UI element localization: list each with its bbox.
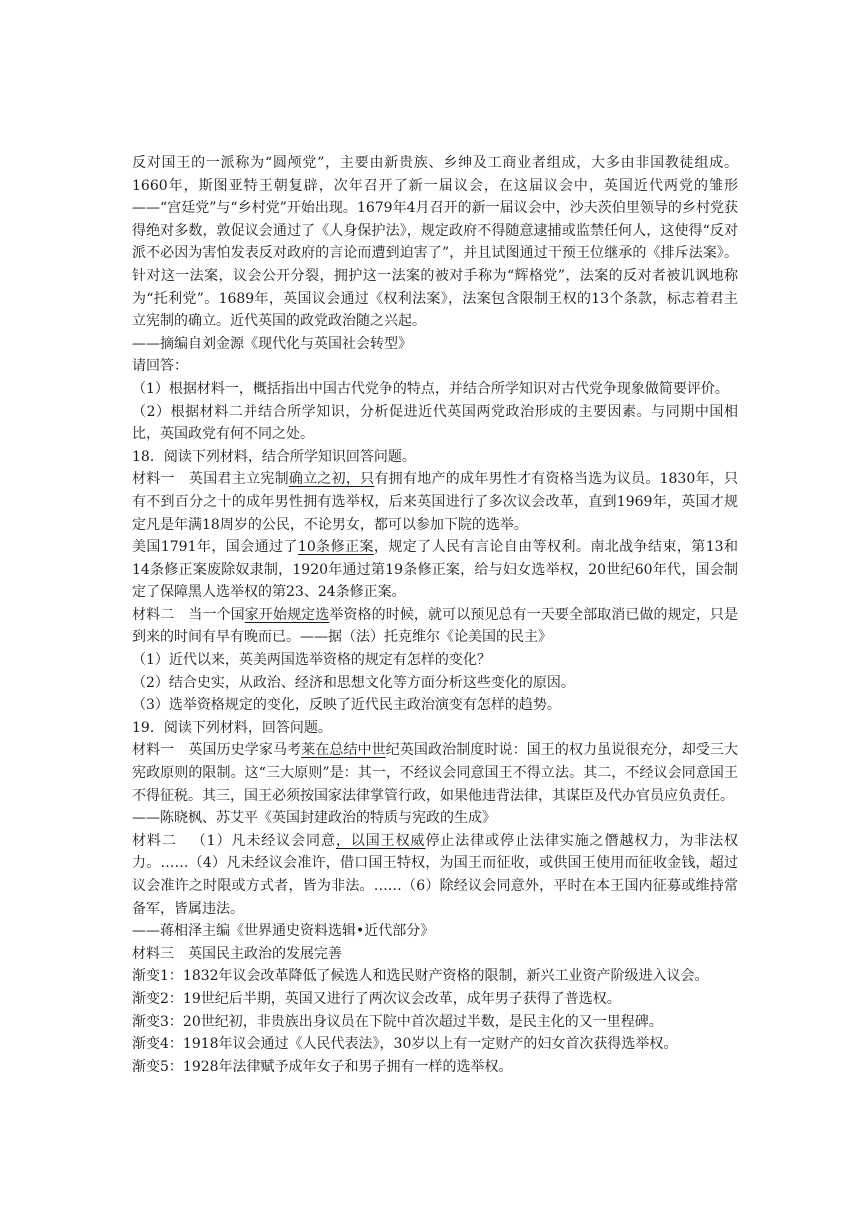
document-paragraph [132, 536, 738, 604]
paragraph-text: 渐变4：1918年议会通过《人民代表法》，30岁以上有一定财产的妇女首次获得选举权。 [132, 1036, 678, 1053]
document-paragraph [132, 649, 738, 672]
document-paragraph [132, 739, 738, 807]
paragraph-text: 材料三 [132, 945, 174, 962]
document-paragraph [132, 988, 738, 1011]
document-paragraph [132, 604, 738, 649]
document-paragraph [132, 468, 738, 536]
paragraph-text: （2）根据材料二并结合所学知识，分析促进近代英国两党政治形成的主要因素。与同期中国相比，英国政党有何不同之处。 [132, 403, 738, 443]
document-paragraph [132, 920, 738, 943]
document-paragraph [132, 152, 738, 333]
paragraph-text: 18．阅读下列材料，结合所学知识回答问题。 [132, 448, 416, 465]
document-paragraph [132, 694, 738, 717]
paragraph-text: 材料二 [132, 832, 177, 849]
document-paragraph [132, 333, 738, 356]
document-paragraph [132, 1033, 738, 1056]
paragraph-text: 当一个国 [188, 606, 245, 623]
paragraph-text: 英国历史学家马考 [188, 742, 302, 759]
paragraph-text: ——陈晓枫、苏艾平《英国封建政治的特质与宪政的生成》 [132, 810, 496, 827]
document-paragraph [132, 717, 738, 740]
paragraph-text: 材料一 [132, 742, 175, 759]
paragraph-text: （3）选举资格规定的变化，反映了近代民主政治演变有怎样的趋势。 [132, 697, 561, 714]
paragraph-text: 渐变5：1928年法律赋予成年女子和男子拥有一样的选举权。 [132, 1058, 513, 1075]
paragraph-text: 19．阅读下列材料，回答问题。 [132, 719, 332, 736]
paragraph-text: 纪英国政治制度时说：国王的权力虽说很充分，却受三大宪政原则的限制。这“三大原则”是：其一，不经议会同意国王不得立法。其二，不经议会同意国王不得征税。其三，国王必须按国家法律掌管行政，如果他违背法律，其谋臣及代办官员应负责任。 [132, 742, 739, 804]
document-paragraph [132, 446, 738, 469]
document-paragraph [132, 378, 738, 401]
paragraph-text: 渐变3：20世纪初，非贵族出身议员在下院中首次超过半数，是民主化的又一里程碑。 [132, 1013, 663, 1030]
document-paragraph [132, 830, 738, 920]
underlined-text: 家开始规定选 [244, 606, 330, 623]
paragraph-text: 英国民主政治的发展完善 [188, 945, 342, 962]
paragraph-text: （1）凡未经议会同意 [190, 832, 336, 849]
document-paragraph [132, 355, 738, 378]
underlined-text: 确立之初，只 [288, 471, 375, 488]
document-paragraph [132, 672, 738, 695]
paragraph-text: 英国君主立宪制 [188, 471, 289, 488]
paragraph-text: 材料二 [132, 606, 175, 623]
paragraph-text: 渐变2：19世纪后半期，英国又进行了两次议会改革，成年男子获得了普选权。 [132, 990, 621, 1007]
paragraph-text: 请回答： [132, 358, 188, 375]
underlined-text: 10条修正案 [297, 539, 374, 556]
document-paragraph [132, 807, 738, 830]
paragraph-text: （1）根据材料一，概括指出中国古代党争的特点，并结合所学知识对古代党争现象做简要评价。 [132, 380, 729, 397]
paragraph-text: 材料一 [132, 471, 175, 488]
paragraph-text: （2）结合史实，从政治、经济和思想文化等方面分析这些变化的原因。 [132, 674, 575, 691]
underlined-text: ，以国王权威 [335, 832, 426, 849]
paragraph-text: 美国1791年，国会通过了 [132, 539, 298, 556]
document-paragraph [132, 1056, 738, 1079]
paragraph-text: ，规定了人民有言论自由等权利。南北战争结束，第13和14条修正案废除奴隶制，1920年通过第19条修正案，给与妇女选举权，20世纪60年代，国会制定了保障黑人选举权的第23、24条修正案。 [132, 539, 738, 601]
paragraph-text: 举资格的时候，就可以预见总有一天要全部取消已做的规定，只是到来的时间有早有晚而已。——据（法）托克维尔《论美国的民主》 [132, 606, 739, 646]
paragraph-text: （1）近代以来，英美两国选举资格的规定有怎样的变化？ [132, 652, 491, 669]
document-paragraph [132, 943, 738, 966]
paragraph-text: 渐变1：1832年议会改革降低了候选人和选民财产资格的限制，新兴工业资产阶级进入议会。 [132, 968, 709, 985]
document-paragraph [132, 1011, 738, 1034]
document-paragraph [132, 401, 738, 446]
paragraph-text: 停止法律或停止法律实施之僭越权力，为非法权力。……（4）凡未经议会准许，借口国王特权，为国王而征收，或供国王使用而征收金钱，超过议会准许之时限或方式者，皆为非法。……（6）除经议会同意外，平时在本王国内征募或维持常备军，皆属违法。 [132, 832, 738, 917]
paragraph-text: 有拥有地产的成年男性才有资格当选为议员。1830年，只有不到百分之十的成年男性拥有选举权，后来英国进行了多次议会改革，直到1969年，英国才规定凡是年满18周岁的公民，不论男女，都可以参加下院的选举。 [132, 471, 739, 533]
paragraph-text: 反对国王的一派称为“圆颅党”，主要由新贵族、乡绅及工商业者组成，大多由非国教徒组成。1660年，斯图亚特王朝复辟，次年召开了新一届议会，在这届议会中，英国近代两党的雏形——“宫廷党”与“乡村党”开始出现。1679年4月召开的新一届议会中，沙夫茨伯里领导的乡村党获得绝对多数，敦促议会通过了《人身保护法》，规定政府不得随意逮捕或监禁任何人，这使得“反对派不必因为害怕发表反对政府的言论而遭到迫害了”，并且试图通过干预王位继承的《排斥法案》。针对这一法案，议会公开分裂，拥护这一法案的被对手称为“辉格党”，法案的反对者被讥讽地称为“托利党”。1689年，英国议会通过《权利法案》，法案包含限制王权的13个条款，标志着君主立宪制的确立。近代英国的政党政治随之兴起。 [132, 155, 738, 330]
paragraph-text: ——蒋相泽主编《世界通史资料选辑•近代部分》 [132, 923, 435, 940]
document-page [132, 152, 738, 1078]
document-paragraph [132, 965, 738, 988]
paragraph-text: ——摘编自刘金源《现代化与英国社会转型》 [132, 335, 412, 352]
underlined-text: 莱在总结中世 [301, 742, 386, 759]
